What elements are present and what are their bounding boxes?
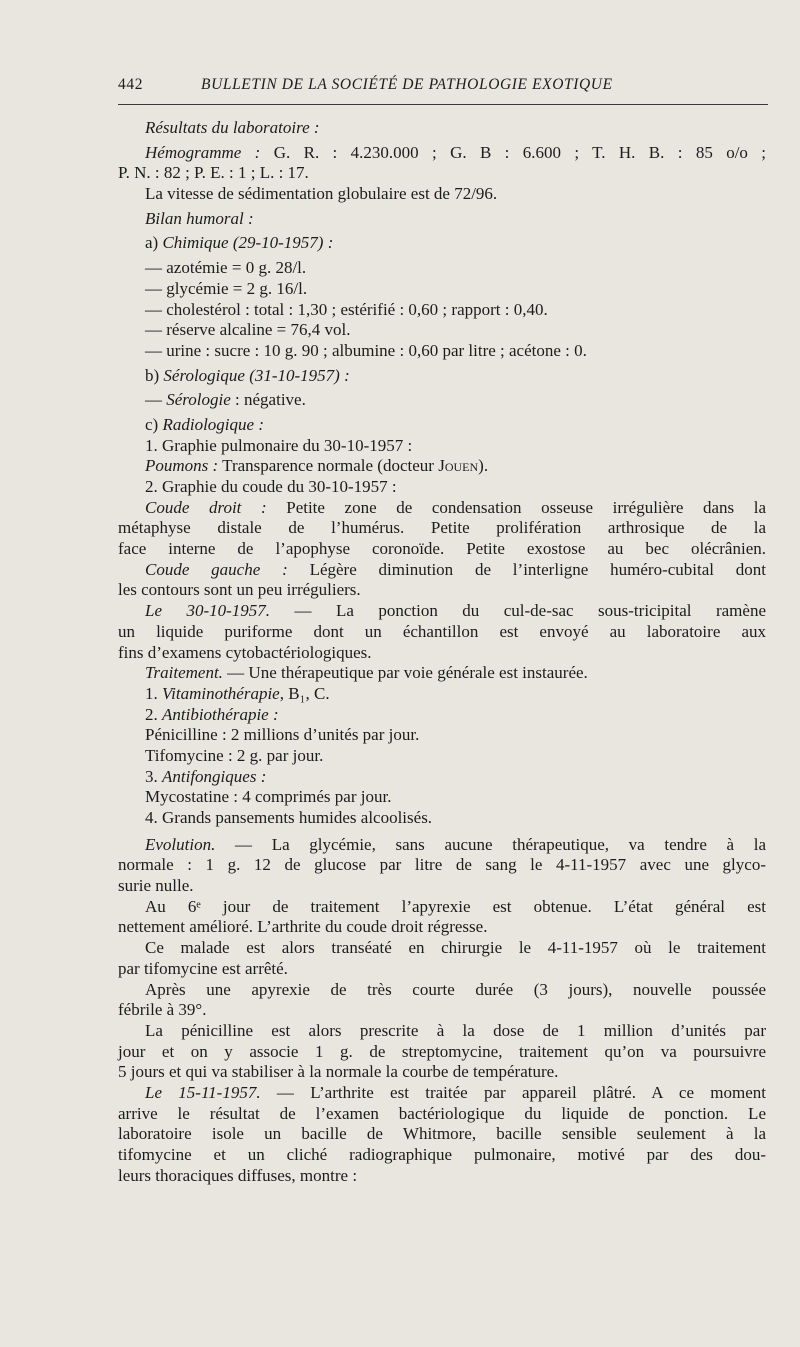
antibiotic-label: Antibiothérapie : bbox=[162, 704, 279, 724]
text-line: fébrile à 39°. bbox=[118, 1000, 207, 1020]
final-line bbox=[118, 1083, 766, 1104]
vitamin-text: , B₁, C. bbox=[279, 683, 330, 703]
serological-heading bbox=[118, 366, 766, 387]
item-number: 1. bbox=[145, 683, 158, 703]
page-number: 442 bbox=[118, 76, 144, 93]
serology-label: Sérologie bbox=[166, 390, 231, 410]
serology-dash: — bbox=[145, 390, 162, 410]
radiological-heading bbox=[118, 415, 766, 436]
treatment-text: — Une thérapeutique par voie générale est instaurée. bbox=[227, 663, 588, 683]
puncture-text: — La ponction du cul-de-sac sous-tricipital ramène bbox=[294, 601, 766, 621]
serology-result bbox=[118, 390, 766, 411]
text-line: normale : 1 g. 12 de glucose par litre de sang le 4-11-1957 avec une glyco- bbox=[118, 855, 766, 875]
hemogram-line bbox=[118, 143, 766, 164]
mycostatin-dose: Mycostatine : 4 comprimés par jour. bbox=[145, 787, 392, 807]
chem-item: — cholestérol : total : 1,30 ; estérifié : 0,60 ; rapport : 0,40. bbox=[145, 299, 548, 319]
hemogram-label: Hémogramme : bbox=[145, 142, 261, 162]
text-line: La pénicilline est alors prescrite à la dose de 1 million d’unités par bbox=[145, 1020, 766, 1040]
serological-title: Sérologique (31-10-1957) : bbox=[163, 365, 350, 385]
text-line: Après une apyrexie de très courte durée (3 jours), nouvelle poussée bbox=[145, 979, 766, 999]
treatment-label: Traitement. bbox=[145, 663, 223, 683]
text-line: métaphyse distale de l’humérus. Petite prolifération arthrosique de la bbox=[118, 518, 766, 538]
vitamin-item bbox=[118, 684, 766, 705]
text-line: nettement amélioré. L’arthrite du coude droit régresse. bbox=[118, 917, 488, 937]
left-elbow-line bbox=[118, 560, 766, 581]
final-text: — L’arthrite est traitée par appareil plâtré. A ce moment bbox=[276, 1082, 767, 1102]
antibiotic-item bbox=[118, 705, 766, 726]
lungs-finding bbox=[118, 456, 766, 477]
chem-item: — glycémie = 2 g. 16/l. bbox=[145, 278, 308, 298]
text-line: face interne de l’apophyse coronoïde. Petite exostose au bec olécrânien. bbox=[118, 539, 766, 559]
doctor-name: Jouen bbox=[438, 456, 479, 476]
chem-item: — réserve alcaline = 76,4 vol. bbox=[145, 320, 351, 340]
text-line: Ce malade est alors transéaté en chirurgie le 4-11-1957 où le traitement bbox=[145, 938, 766, 958]
text-line: leurs thoraciques diffuses, montre : bbox=[118, 1165, 358, 1185]
humoral-heading: Bilan humoral : bbox=[145, 208, 254, 228]
text-line: arrive le résultat de l’examen bactériologique du liquide de ponction. Le bbox=[118, 1103, 766, 1123]
left-elbow-label: Coude gauche : bbox=[145, 559, 288, 579]
text-line: surie nulle. bbox=[118, 876, 194, 896]
article-body bbox=[118, 118, 766, 1186]
item-number: 3. bbox=[145, 766, 158, 786]
right-elbow-line bbox=[118, 498, 766, 519]
right-elbow-label: Coude droit : bbox=[145, 497, 267, 517]
dressings-item: 4. Grands pansements humides alcoolisés. bbox=[145, 808, 433, 827]
text-line: Au 6ᵉ jour de traitement l’apyrexie est obtenue. L’état général est bbox=[145, 896, 766, 916]
puncture-line bbox=[118, 601, 766, 622]
text-line: laboratoire isole un bacille de Whitmore, bacille sensible seulement à la bbox=[118, 1124, 766, 1144]
elbow-xray-item: 2. Graphie du coude du 30-10-1957 : bbox=[145, 477, 397, 496]
results-heading: Résultats du laboratoire : bbox=[145, 118, 320, 137]
evolution-text: — La glycémie, sans aucune thérapeutique, va tendre à la bbox=[235, 834, 767, 854]
item-number: 2. bbox=[145, 704, 158, 724]
puncture-date: Le 30-10-1957. bbox=[145, 601, 271, 621]
lungs-text: Transparence normale (docteur bbox=[222, 456, 434, 476]
hemogram-continuation: P. N. : 82 ; P. E. : 1 ; L. : 17. bbox=[118, 163, 309, 183]
text-line: les contours sont un peu irréguliers. bbox=[118, 580, 361, 600]
chemical-heading bbox=[118, 233, 766, 254]
serological-letter: b) bbox=[145, 365, 160, 385]
chem-item: — urine : sucre : 10 g. 90 ; albumine : 0,60 par litre ; acétone : 0. bbox=[145, 340, 587, 360]
text-line: tifomycine et un cliché radiographique pulmonaire, motivé par des dou- bbox=[118, 1145, 766, 1164]
antifungal-item bbox=[118, 767, 766, 788]
treatment-line bbox=[118, 663, 766, 684]
text-line: par tifomycine est arrêté. bbox=[118, 958, 288, 978]
running-title: BULLETIN DE LA SOCIÉTÉ DE PATHOLOGIE EXOTIQUE bbox=[201, 76, 613, 93]
sedimentation-rate: La vitesse de sédimentation globulaire est de 72/96. bbox=[145, 184, 498, 204]
text-line: fins d’examens cytobactériologiques. bbox=[118, 642, 372, 662]
chemical-letter: a) bbox=[145, 233, 159, 253]
chemical-title: Chimique (29-10-1957) : bbox=[162, 233, 334, 253]
final-date: Le 15-11-1957. bbox=[145, 1082, 261, 1102]
antifungal-label: Antifongiques : bbox=[162, 766, 267, 786]
text-line: jour et on y associe 1 g. de streptomycine, traitement qu’on va poursuivre bbox=[118, 1041, 766, 1061]
evolution-label: Evolution. bbox=[145, 834, 216, 854]
text-line: 5 jours et qui va stabiliser à la normale la courbe de température. bbox=[118, 1062, 559, 1082]
left-elbow-text: Légère diminution de l’interligne huméro-cubital dont bbox=[309, 559, 767, 579]
vitamin-label: Vitaminothérapie bbox=[162, 683, 280, 703]
hemogram-values: G. R. : 4.230.000 ; G. B : 6.600 ; T. H. B. : 85 o/o ; bbox=[273, 142, 766, 162]
text-line: un liquide puriforme dont un échantillon est envoyé au laboratoire aux bbox=[118, 621, 766, 641]
tifomycin-dose: Tifomycine : 2 g. par jour. bbox=[145, 745, 324, 765]
right-elbow-text: Petite zone de condensation osseuse irrégulière dans la bbox=[286, 497, 766, 517]
header-rule bbox=[118, 104, 768, 105]
evolution-line bbox=[118, 835, 766, 856]
radiological-letter: c) bbox=[145, 414, 159, 434]
radiological-title: Radiologique : bbox=[162, 414, 264, 434]
penicillin-dose: Pénicilline : 2 millions d’unités par jour. bbox=[145, 725, 420, 745]
lungs-end: ). bbox=[478, 456, 489, 476]
serology-value: : négative. bbox=[235, 390, 306, 410]
lung-xray-item: 1. Graphie pulmonaire du 30-10-1957 : bbox=[145, 435, 413, 455]
lungs-label: Poumons : bbox=[145, 456, 219, 476]
chem-item: — azotémie = 0 g. 28/l. bbox=[145, 258, 307, 278]
